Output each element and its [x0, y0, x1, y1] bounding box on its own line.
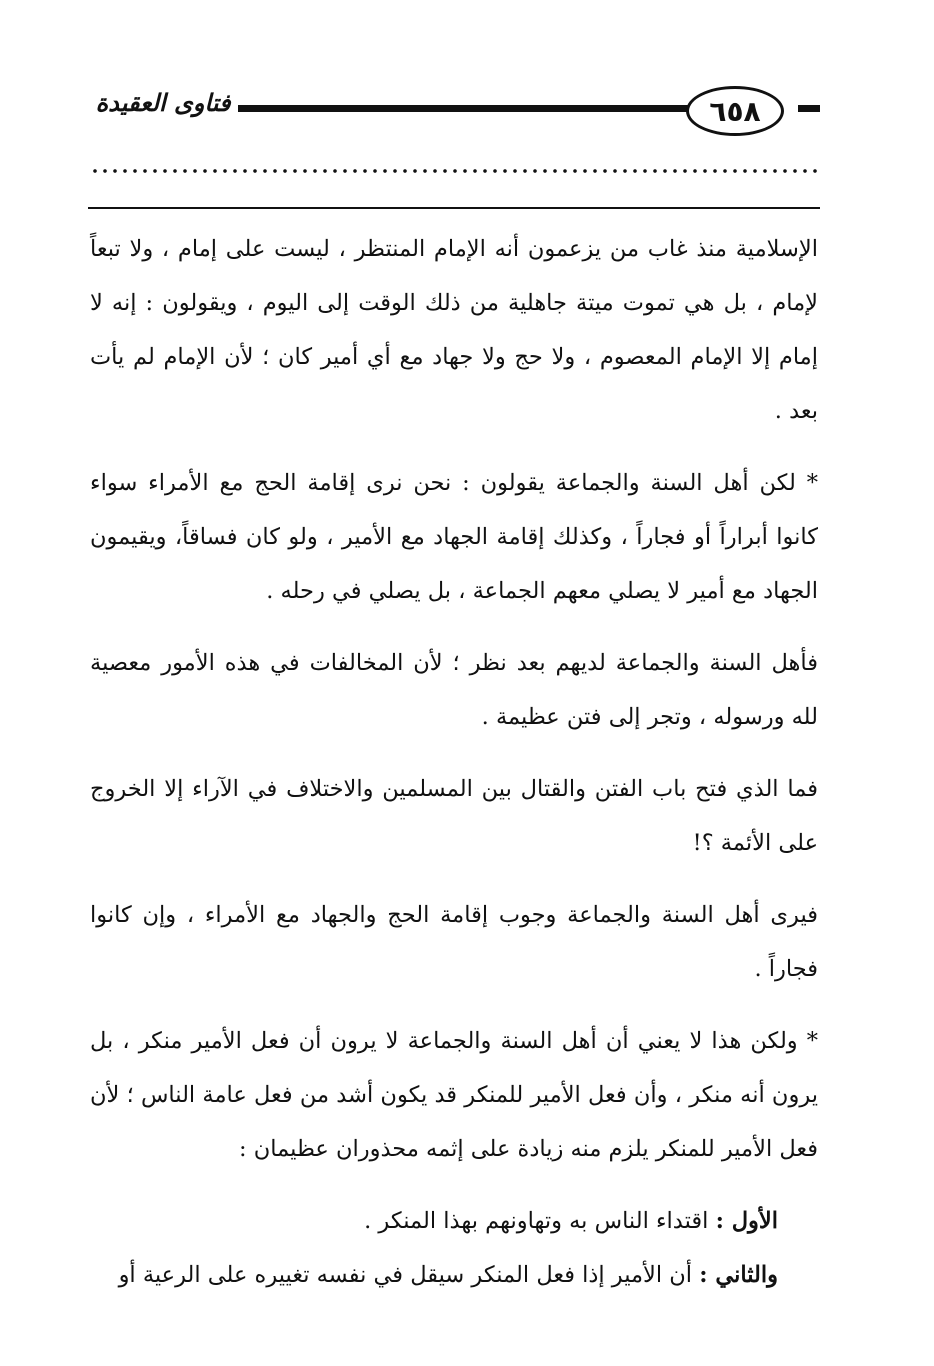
- paragraph-5: فيرى أهل السنة والجماعة وجوب إقامة الحج والجهاد مع الأمراء ، وإن كانوا فجاراً .: [90, 902, 818, 982]
- point-first-text: اقتداء الناس به وتهاونهم بهذا المنكر .: [364, 1208, 709, 1234]
- header-rule-left: [238, 105, 720, 112]
- point-second: [90, 1248, 818, 1302]
- paragraph-4: فما الذي فتح باب الفتن والقتال بين المسلمين والاختلاف في الآراء إلا الخروج على الأئمة ؟!: [90, 776, 818, 856]
- separator-line: [88, 207, 820, 209]
- point-second-label: والثاني :: [699, 1262, 778, 1288]
- paragraph-1: الإسلامية منذ غاب من يزعمون أنه الإمام المنتظر ، ليست على إمام ، ولا تبعاً لإمام ، بل هي تموت ميتة جاهلية من ذلك الوقت إلى اليوم ، ويقولون : إنه لا إمام إلا الإمام المعصوم ، ولا حج ولا جهاد مع أي أمير كان ؛ لأن الإمام لم يأت بعد .: [90, 236, 818, 424]
- page-number-text: ٦٥٨: [709, 94, 761, 128]
- point-first: [90, 1194, 818, 1248]
- paragraph-6: * ولكن هذا لا يعني أن أهل السنة والجماعة لا يرون أن فعل الأمير منكر ، بل يرون أنه منكر ، وأن فعل الأمير للمنكر قد يكون أشد من فعل عامة الناس ؛ لأن فعل الأمير للمنكر يلزم منه زيادة على إثمه محذوران عظيمان :: [90, 1028, 818, 1162]
- page-number: [686, 86, 784, 136]
- dotted-separator: [90, 168, 818, 174]
- page-header: [88, 76, 820, 136]
- point-first-label: الأول :: [715, 1208, 778, 1234]
- paragraph-2: * لكن أهل السنة والجماعة يقولون : نحن نرى إقامة الحج مع الأمراء سواء كانوا أبراراً أو فجاراً ، وكذلك إقامة الجهاد مع الأمير ، ولو كان فساقاً، ويقيمون الجهاد مع أمير لا يصلي معهم الجماعة ، بل يصلي في رحله .: [90, 470, 818, 604]
- book-title: فتاوى العقيدة: [95, 88, 231, 117]
- point-second-text: أن الأمير إذا فعل المنكر سيقل في نفسه تغييره على الرعية أو: [118, 1262, 693, 1288]
- page-body: [90, 222, 818, 1302]
- header-rule-right: [798, 105, 820, 112]
- paragraph-3: فأهل السنة والجماعة لديهم بعد نظر ؛ لأن المخالفات في هذه الأمور معصية لله ورسوله ، وتجر إلى فتن عظيمة .: [90, 650, 818, 730]
